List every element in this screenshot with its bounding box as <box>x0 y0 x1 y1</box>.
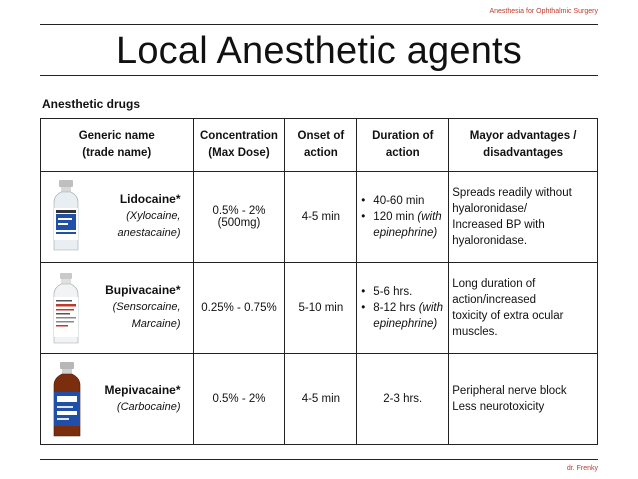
header-concentration: Concentration (Max Dose) <box>193 119 285 172</box>
footer-divider <box>40 459 598 460</box>
trade-name: (Xylocaine, <box>126 210 181 222</box>
onset-cell: 5-10 min <box>285 263 357 354</box>
advantages-cell: Peripheral nerve block Less neurotoxicity <box>449 354 598 445</box>
duration-cell <box>357 263 449 354</box>
trade-name: anestacaine) <box>117 226 181 239</box>
onset-cell: 4-5 min <box>285 354 357 445</box>
section-label: Anesthetic drugs <box>42 97 141 111</box>
title-divider <box>40 75 598 76</box>
bupivacaine-vial-image <box>51 273 81 345</box>
header-duration: Duration of action <box>357 119 449 172</box>
concentration-cell: 0.5% - 2% <box>193 354 285 445</box>
advantages-cell: Long duration of action/increased toxicity of extra ocular muscles. <box>449 263 598 354</box>
duration-item: • 40-60 min <box>361 193 444 209</box>
duration-cell: 2-3 hrs. <box>357 354 449 445</box>
lidocaine-vial-image <box>51 180 81 252</box>
duration-cell <box>357 172 449 263</box>
trade-name: Marcaine) <box>131 317 181 330</box>
table-header-row <box>41 119 598 172</box>
top-divider <box>40 24 598 25</box>
trade-name: (Sensorcaine, <box>112 301 181 313</box>
concentration-cell: 0.25% - 0.75% <box>193 263 285 354</box>
mepivacaine-vial-image <box>51 362 83 438</box>
onset-cell: 4-5 min <box>285 172 357 263</box>
concentration-cell: 0.5% - 2% (500mg) <box>193 172 285 263</box>
duration-item: • 8-12 hrs (with epinephrine) <box>361 300 444 332</box>
generic-name-cell <box>41 172 194 263</box>
advantages-cell: Spreads readily without hyaloronidase/ Increased BP with hyaloronidase. <box>449 172 598 263</box>
anesthetic-drugs-table <box>40 118 598 445</box>
table-row <box>41 263 598 354</box>
drug-name: Bupivacaine* <box>105 283 181 297</box>
header-onset: Onset of action <box>285 119 357 172</box>
drug-name: Lidocaine* <box>119 192 181 206</box>
drug-name: Mepivacaine* <box>104 383 181 397</box>
duration-item: • 120 min (with epinephrine) <box>361 209 444 241</box>
trade-name: (Carbocaine) <box>116 401 181 413</box>
presentation-subtitle: Anesthesia for Ophthalmic Surgery <box>489 8 598 15</box>
duration-item: • 5-6 hrs. <box>361 284 444 300</box>
table-row <box>41 172 598 263</box>
slide-title: Local Anesthetic agents <box>116 30 522 72</box>
header-generic-name: Generic name (trade name) <box>41 119 194 172</box>
table-row <box>41 354 598 445</box>
header-advantages: Mayor advantages / disadvantages <box>449 119 598 172</box>
footer-author: dr. Frenky <box>566 465 598 472</box>
generic-name-cell <box>41 354 194 445</box>
generic-name-cell <box>41 263 194 354</box>
